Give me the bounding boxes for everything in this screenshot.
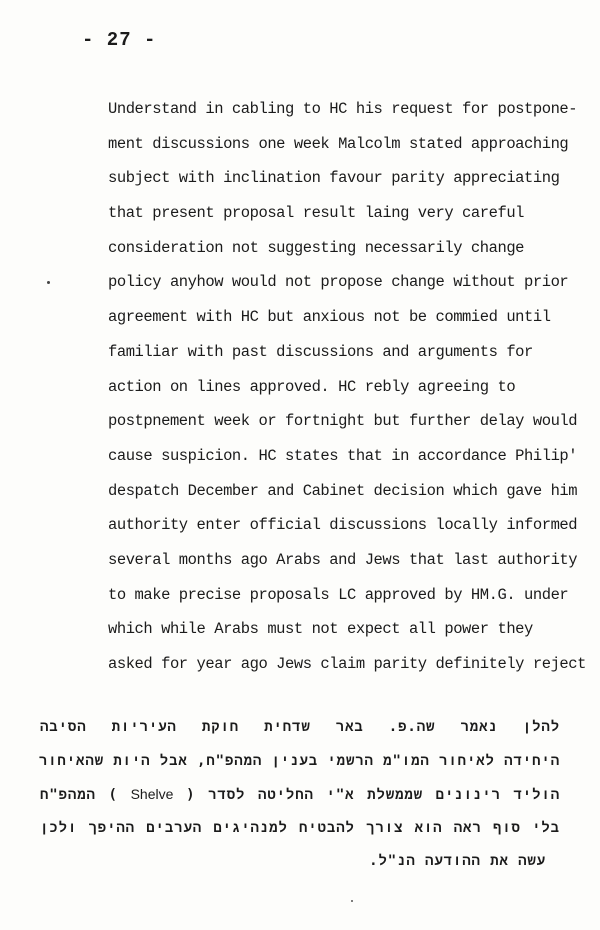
text-line: several months ago Arabs and Jews that last authority [108, 550, 578, 569]
hebrew-line: עשה את ההודעה הנ"ל. [369, 853, 546, 870]
english-cable-text [108, 97, 598, 687]
text-line: cause suspicion. HC states that in accordance Philip' [108, 446, 578, 465]
text-line: ment discussions one week Malcolm stated approaching [108, 134, 569, 153]
text-line: Understand in cabling to HC his request for postpone- [108, 100, 578, 118]
text-line: subject with inclination favour parity appreciating [108, 169, 560, 188]
english-term: Shelve [130, 786, 174, 803]
text-line: which while Arabs must not expect all power they [108, 620, 533, 639]
text-line: authority enter official discussions locally informed [108, 516, 578, 535]
hebrew-line [40, 783, 560, 817]
hebrew-commentary [40, 716, 560, 884]
text-line: to make precise proposals LC approved by HM.G. under [108, 585, 569, 604]
text-line: that present proposal result laing very careful [108, 204, 525, 223]
text-line: postpnement week or fortnight but further delay would [108, 412, 578, 431]
page-mark [351, 900, 353, 902]
hebrew-line-part: הוליד רינונים שממשלת א"י החליטה לסדר ( [173, 787, 561, 804]
page-number: - 27 - [82, 29, 157, 51]
text-line: agreement with HC but anxious not be commied until [108, 308, 551, 327]
text-line: action on lines approved. HC rebly agreeing to [108, 377, 516, 396]
text-line: consideration not suggesting necessarily change [108, 238, 525, 257]
hebrew-line: להלן נאמר שה.פ. באר שדחית חוקת העיריות הסיבה [40, 719, 560, 735]
hebrew-line-part: ) המהפ"ח [40, 787, 131, 804]
text-line: asked for year ago Jews claim parity definitely reject [108, 655, 586, 673]
margin-mark [47, 281, 50, 284]
hebrew-line: היחידה לאיחור המו"מ הרשמי בענין המהפ"ח, אבל היות שהאיחור [38, 752, 560, 769]
text-line: despatch December and Cabinet decision which gave him [108, 481, 578, 500]
hebrew-line: בלי סוף ראה הוא צורך להבטיח למנהיגים הערבים ההיפך ולכן [40, 819, 560, 836]
text-line: policy anyhow would not propose change without prior [108, 273, 569, 292]
text-line: familiar with past discussions and arguments for [108, 342, 533, 361]
